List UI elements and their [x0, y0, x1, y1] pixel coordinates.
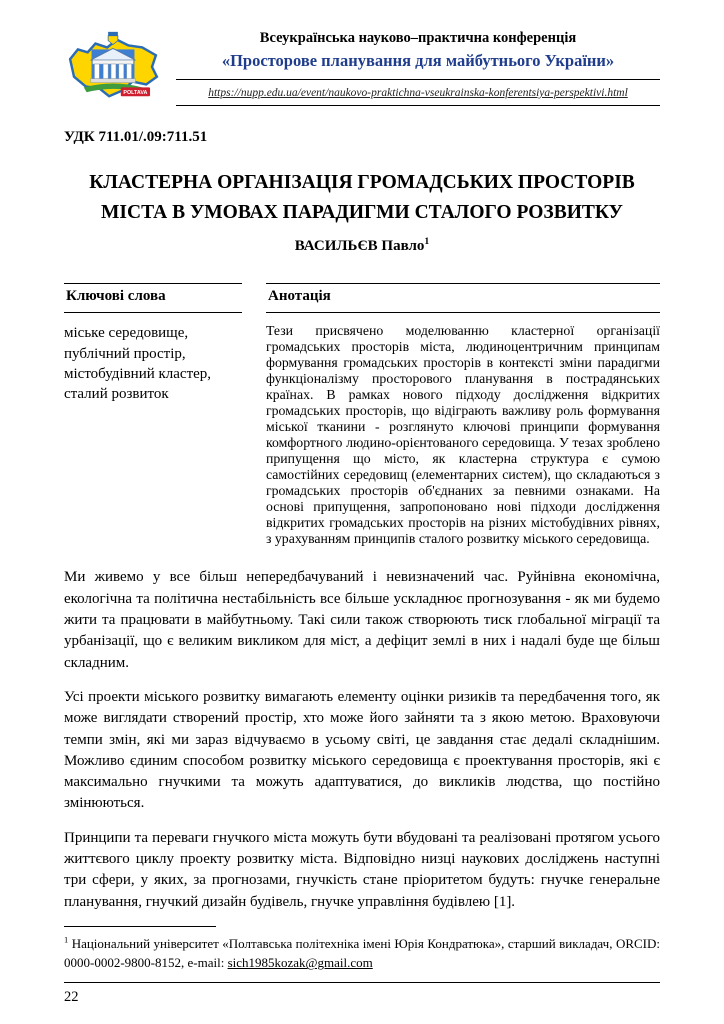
abstract-column	[266, 283, 660, 547]
body-paragraph-1: Ми живемо у все більш непередбачуваний і невизначений час. Руйнівна економічна, екологічна та політична нестабільність все більше ускладнює прогнозування - як ми будемо жити та працювати в майбутньому. Такі сили також створюють тиск глобальної міграції та урбанізації, що є великим викликом для міст, а дефіцит землі в них і надалі буде ще більш складним.	[64, 569, 660, 671]
university-logo	[64, 26, 162, 109]
footnote-marker: 1	[64, 934, 69, 945]
body-text	[64, 567, 660, 912]
paper-title-line-1: КЛАСТЕРНА ОРГАНІЗАЦІЯ ГРОМАДСЬКИХ ПРОСТОРІВ	[89, 172, 635, 193]
author-footnote-ref: 1	[424, 236, 430, 248]
footnote-text: Національний університет «Полтавська політехніка імені Юрія Кондратюка», старший викладач, ORCID: 0000-0002-9800-8152, e-mail:	[64, 935, 660, 971]
conference-url-box	[176, 79, 660, 106]
keywords-text: міське середовище, публічний простір, містобудівний кластер, сталий розвиток	[64, 325, 212, 403]
page-footer	[64, 982, 660, 1006]
conference-title: «Просторове планування для майбутнього України»	[221, 51, 615, 70]
page-number: 22	[64, 989, 79, 1005]
keywords-abstract-block	[64, 283, 660, 547]
footer-divider	[64, 982, 660, 983]
conference-header-text	[176, 26, 660, 106]
footnote-email-link[interactable]: sich1985kozak@gmail.com	[227, 955, 373, 971]
author-name: ВАСИЛЬЄВ Павло	[294, 238, 425, 255]
conference-header	[64, 26, 660, 109]
logo-caption: POLTAVA	[123, 90, 148, 97]
university-logo-icon	[64, 26, 162, 104]
keywords-column	[64, 283, 242, 547]
udc-number: УДК 711.01/.09:711.51	[64, 129, 208, 145]
footnote-divider	[64, 926, 216, 927]
abstract-text: Тези присвячено моделюванню кластерної організації громадських просторів міста, людиноцентричним принципам формування громадських просторів в контексті зміни парадигми функціоналізму просторового планування в пострадянських країнах. В рамках нового підходу дослідження відкритих громадських просторів, що відіграють важливу роль формування міської тканини - розглянуто ключові принципи формування комфортного людино-орієнтованого середовища. У тезах зроблено припущення що місто, як кластерна структура є сумою самостійних середовищ (елементарних систем), що складаються з громадських просторів об'єднаних за певними ознаками. На основі припущення, запропоновано нові підходи дослідження відкритих громадських просторів на різних містобудівних рівнях, з урахуванням принципів сталого розвитку міського середовища.	[266, 323, 660, 547]
footnote	[64, 934, 660, 973]
paper-title	[64, 168, 660, 228]
paper-title-line-2: МІСТА В УМОВАХ ПАРАДИГМИ СТАЛОГО РОЗВИТКУ	[101, 202, 623, 224]
keywords-heading: Ключові слова	[64, 283, 242, 313]
author-line	[64, 238, 660, 255]
abstract-heading: Анотація	[266, 283, 660, 313]
body-paragraph-3: Принципи та переваги гнучкого міста можуть бути вбудовані та реалізовані протягом усього життєвого циклу проекту розвитку міста. Відповідно низці наукових досліджень наступні три сфери, у яких, за прогнозами, гнучкість стане пріоритетом будуть: гнучке генеральне планування, гнучкий дизайн будівель, гнучке управління будівлею [1].	[64, 829, 660, 910]
body-paragraph-2: Усі проекти міського розвитку вимагають елементу оцінки ризиків та передбачення того, як може виглядати створений простір, хто може його зайняти та з якою метою. Враховуючи темпи змін, які ми зараз відчуваємо в усьому світі, це завдання стає дедалі складнішим. Можливо єдиним способом розвитку міського середовища є проектування просторів, які є максимально гнучкими та можуть адаптуватися, до викликів людства, що постійно змінюються.	[64, 688, 660, 812]
conference-url-link[interactable]: https://nupp.edu.ua/event/naukovo-praktichna-vseukrainska-konferentsiya-perspektivi.html	[208, 87, 628, 99]
conference-name: Всеукраїнська науково–практична конференція	[259, 30, 577, 46]
